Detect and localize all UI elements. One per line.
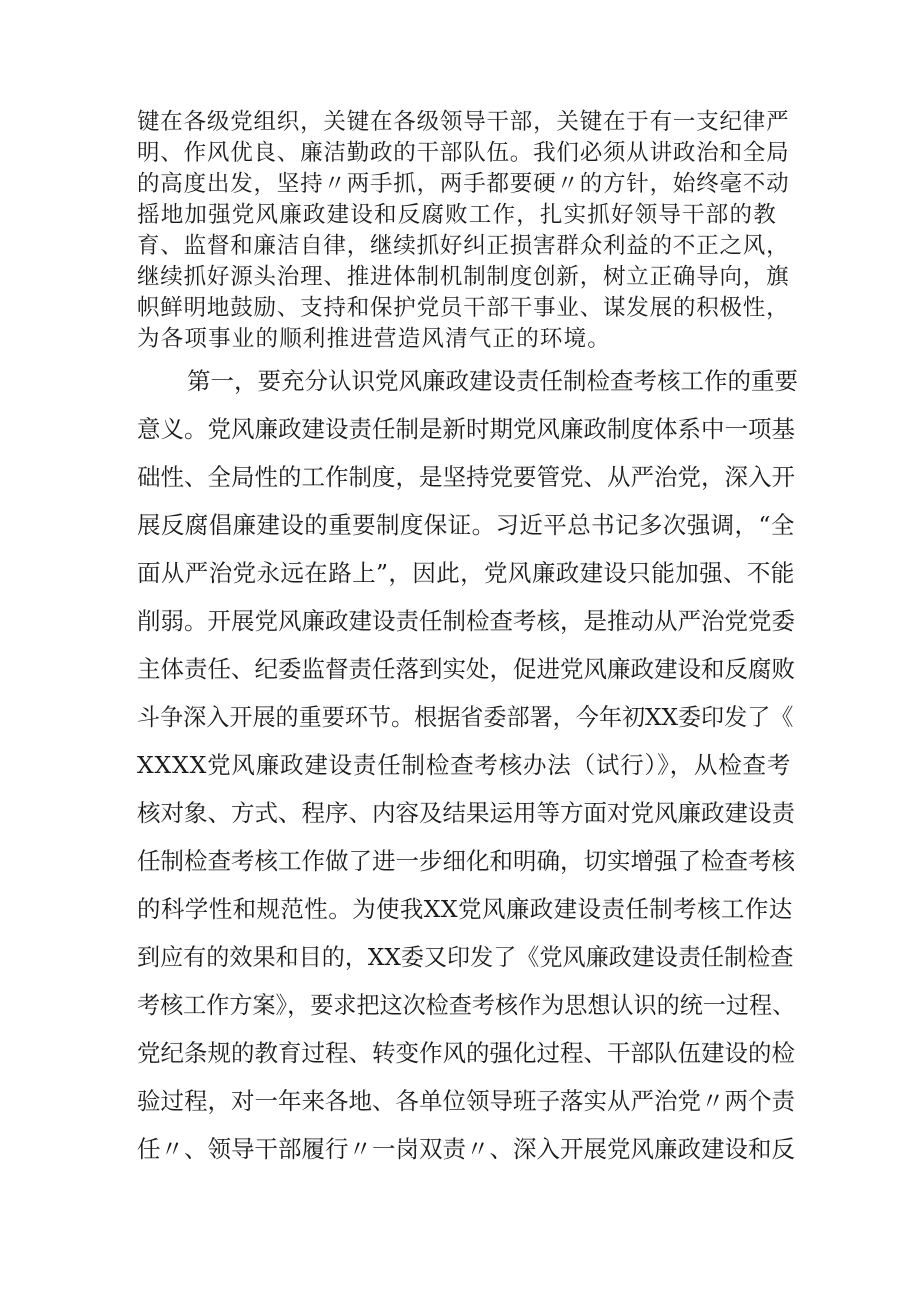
text-line: 面从严治党永远在路上”，因此，党风廉政建设只能加强、不能 [137,559,795,587]
text-line: 考核工作方案》，要求把这次检查考核作为思想认识的统一过程、 [137,993,796,1019]
text-line: 削弱。开展党风廉政建设责任制检查考核，是推动从严治党党委 [137,607,795,635]
text-line: 到应有的效果和目的，XX委又印发了《党风廉政建设责任制检查 [137,945,794,971]
text-line: 的高度出发，坚持〃两手抓，两手都要硬〃的方针，始终毫不动 [137,171,790,197]
text-line: 的科学性和规范性。为使我XX党风廉政建设责任制考核工作达 [137,895,793,923]
text-line: 斗争深入开展的重要环节。根据省委部署，今年初XX委印发了《 [137,705,794,731]
text-line: 帜鲜明地鼓励、支持和保护党员干部干事业、谋发展的积极性， [137,295,790,321]
text-line: XXXX党风廉政建设责任制检查考核办法（试行）》，从检查考 [137,751,792,779]
text-line: 核对象、方式、程序、内容及结果运用等方面对党风廉政建设责 [137,799,795,827]
text-line: 键在各级党组织，关键在各级领导干部，关键在于有一支纪律严 [137,109,790,135]
text-line: 意义。党风廉政建设责任制是新时期党风廉政制度体系中一项基 [137,415,795,443]
text-line: 明、作风优良、廉洁勤政的干部队伍。我们必须从讲政治和全局 [137,140,790,166]
text-line: 为各项事业的顺利推进营造风清气正的环境。 [137,326,612,352]
text-line: 展反腐倡廉建设的重要制度保证。习近平总书记多次强调，“全 [137,511,795,539]
text-line: 第一，要充分认识党风廉政建设责任制检查考核工作的重要 [187,367,798,395]
text-line: 任〃、领导干部履行〃一岗双责〃、深入开展党风廉政建设和反 [137,1135,795,1163]
text-line: 础性、全局性的工作制度，是坚持党要管党、从严治党，深入开 [137,463,795,491]
text-line: 党纪条规的教育过程、转变作风的强化过程、干部队伍建设的检 [137,1039,795,1067]
text-line: 育、监督和廉洁自律，继续抓好纠正损害群众利益的不正之风， [137,233,790,259]
text-line: 摇地加强党风廉政建设和反腐败工作，扎实抓好领导干部的教 [137,202,777,228]
text-line: 任制检查考核工作做了进一步细化和明确，切实增强了检查考核 [137,847,795,875]
text-line: 验过程，对一年来各地、各单位领导班子落实从严治党〃两个责 [137,1087,795,1115]
text-line: 主体责任、纪委监督责任落到实处，促进党风廉政建设和反腐败 [137,655,795,683]
text-line: 继续抓好源头治理、推进体制机制制度创新，树立正确导向，旗 [137,264,790,290]
